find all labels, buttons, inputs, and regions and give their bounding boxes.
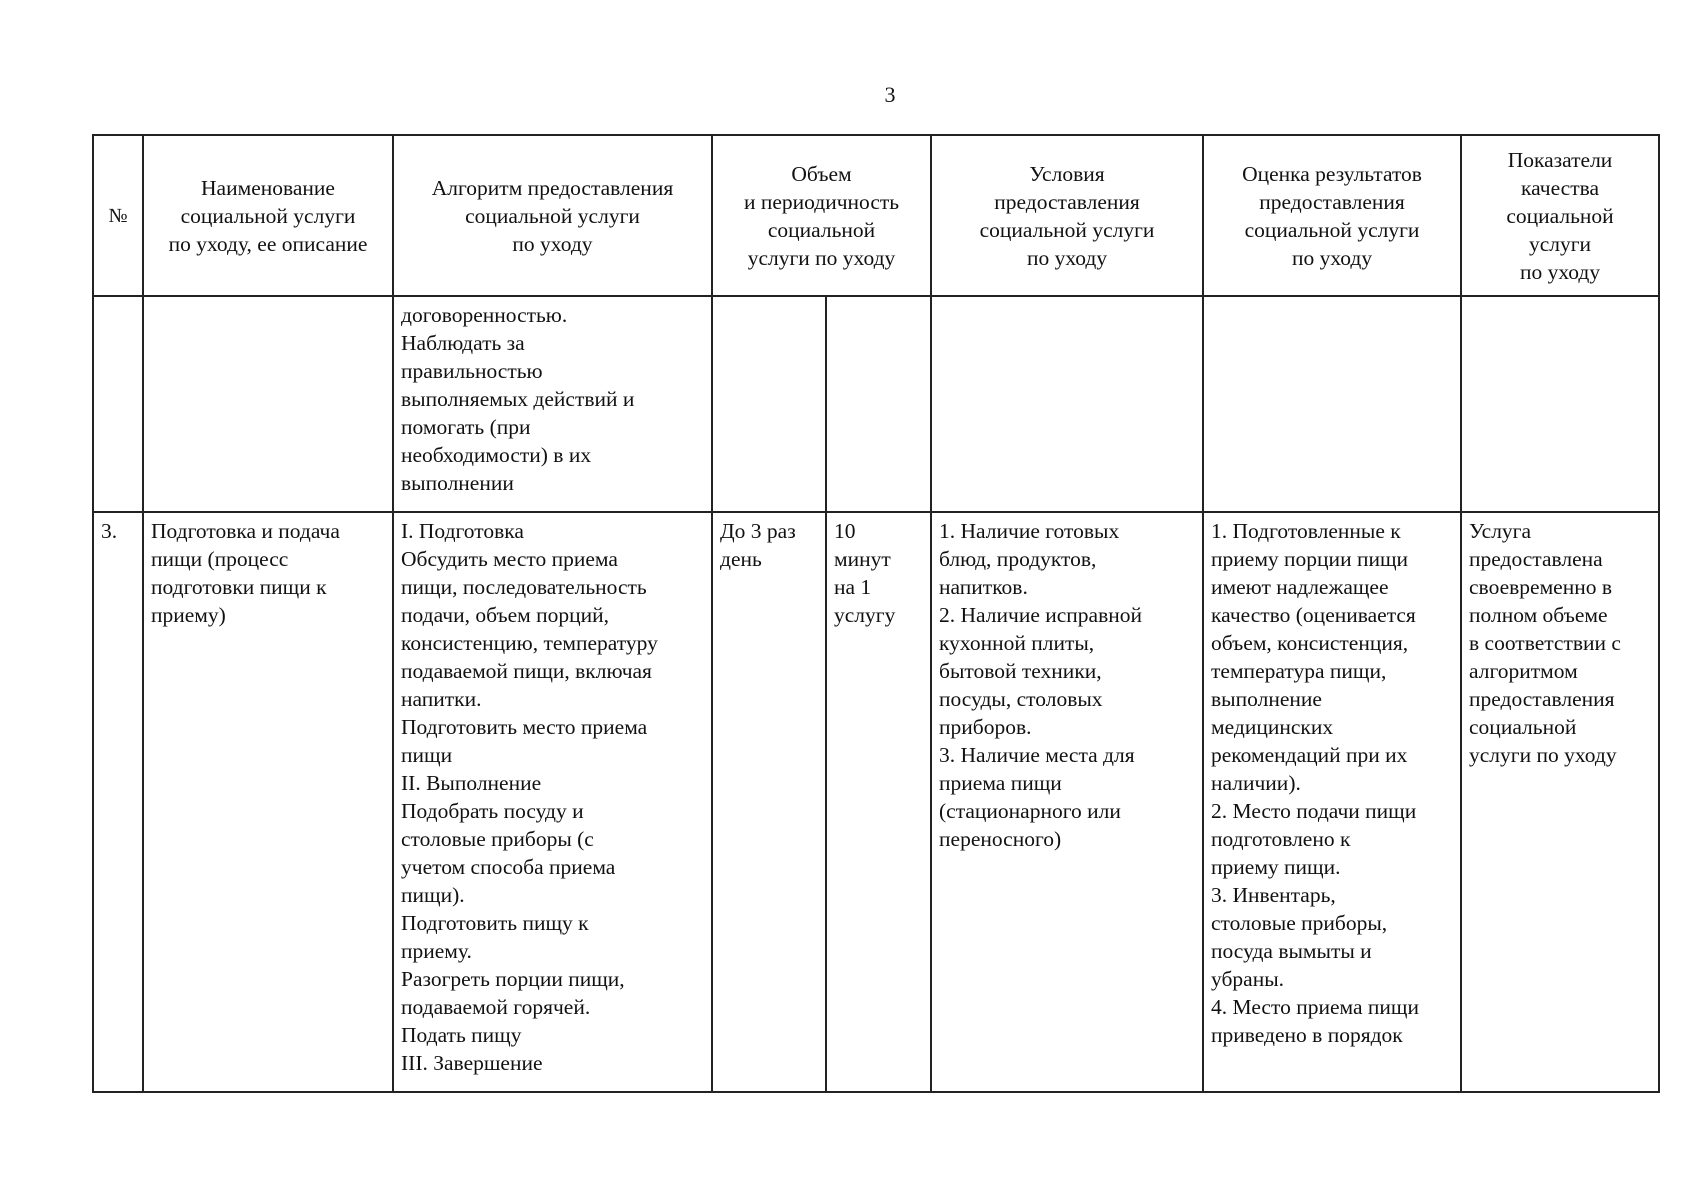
text-line: социальной услуги — [465, 203, 640, 228]
page-number: 3 — [884, 82, 896, 107]
text-line: на 1 — [834, 575, 872, 599]
cell-algorithm — [393, 512, 712, 1092]
text-line: приему порции пищи — [1211, 547, 1409, 571]
text-line: Услуга — [1469, 519, 1532, 543]
text-line: имеют надлежащее — [1211, 575, 1389, 599]
cell-evaluation — [1203, 296, 1461, 512]
services-table — [92, 134, 1660, 1093]
text-line: До 3 раз — [720, 519, 796, 543]
text-line: предоставления — [1259, 189, 1405, 214]
text-line: услугу — [834, 603, 896, 627]
text-line: бытовой техники, — [939, 659, 1102, 683]
text-line: Подготовка и подача — [151, 519, 340, 543]
text-line: минут — [834, 547, 891, 571]
text-line: Подать пищу — [401, 1023, 522, 1047]
cell-period — [826, 512, 931, 1092]
text-line: приема пищи — [939, 771, 1062, 795]
text-line: по уходу — [1291, 245, 1373, 270]
cell-service-name — [143, 512, 393, 1092]
table-row — [93, 512, 1659, 1092]
text-line: переносного) — [939, 827, 1062, 851]
text-line: подачи, объем порций, — [401, 603, 610, 627]
cell-evaluation — [1203, 512, 1461, 1092]
text-line: подготовлено к — [1211, 827, 1351, 851]
text-line: приему. — [401, 939, 472, 963]
text-line: III. Завершение — [401, 1051, 543, 1075]
cell-algorithm — [393, 296, 712, 512]
text-line: Показатели — [1507, 147, 1613, 172]
text-line: подготовки пищи к — [151, 575, 327, 599]
text-line: приборов. — [939, 715, 1032, 739]
text-line: 2. Место подачи пищи — [1211, 799, 1417, 823]
text-line: Наблюдать за — [401, 331, 525, 355]
text-line: в соответствии с — [1469, 631, 1621, 655]
cell-number: 3. — [93, 512, 143, 1092]
text-line: напитки. — [401, 687, 482, 711]
text-line: столовые приборы (с — [401, 827, 594, 851]
header-volume — [712, 135, 931, 296]
header-number: № — [93, 135, 143, 296]
text-line: 3. Инвентарь, — [1211, 883, 1336, 907]
text-line: (стационарного или — [939, 799, 1121, 823]
text-line: услуги по уходу — [747, 245, 896, 270]
text-line: пищи, последовательность — [401, 575, 647, 599]
text-line: социальной услуги — [979, 217, 1155, 242]
table-header-row — [93, 135, 1659, 296]
cell-quality — [1461, 296, 1659, 512]
text-line: Алгоритм предоставления — [431, 175, 674, 200]
text-line: полном объеме — [1469, 603, 1608, 627]
text-line: блюд, продуктов, — [939, 547, 1097, 571]
text-line: посуды, столовых — [939, 687, 1103, 711]
text-line: пищи (процесс — [151, 547, 289, 571]
text-line: посуда вымыты и — [1211, 939, 1372, 963]
cell-conditions — [931, 296, 1203, 512]
text-line: социальной услуги — [1244, 217, 1420, 242]
text-line: I. Подготовка — [401, 519, 524, 543]
text-line: качества — [1520, 175, 1600, 200]
text-line: предоставления — [994, 189, 1140, 214]
text-line: пищи). — [401, 883, 465, 907]
text-line: учетом способа приема — [401, 855, 616, 879]
cell-volume — [712, 512, 826, 1092]
text-line: пищи — [401, 743, 453, 767]
text-line: услуги по уходу — [1469, 743, 1617, 767]
header-quality — [1461, 135, 1659, 296]
cell-period — [826, 296, 931, 512]
text-line: выполняемых действий и — [401, 387, 635, 411]
text-line: консистенцию, температуру — [401, 631, 658, 655]
text-line: убраны. — [1211, 967, 1285, 991]
text-line: качество (оценивается — [1211, 603, 1416, 627]
text-line: 4. Место приема пищи — [1211, 995, 1419, 1019]
cell-volume — [712, 296, 826, 512]
text-line: Подготовить место приема — [401, 715, 648, 739]
text-line: предоставлена — [1469, 547, 1603, 571]
text-line: Подготовить пищу к — [401, 911, 589, 935]
text-line: Наименование — [201, 175, 335, 200]
text-line: кухонной плиты, — [939, 631, 1095, 655]
header-algorithm — [393, 135, 712, 296]
text-line: социальной — [767, 217, 876, 242]
header-conditions — [931, 135, 1203, 296]
text-line: 3. Наличие места для — [939, 743, 1135, 767]
text-line: по уходу, ее описание — [168, 231, 368, 256]
table-row — [93, 296, 1659, 512]
text-line: Объем — [791, 161, 852, 186]
text-line: по уходу — [1026, 245, 1108, 270]
text-line: температура пищи, — [1211, 659, 1387, 683]
text-line: наличии). — [1211, 771, 1301, 795]
text-line: и периодичность — [743, 189, 900, 214]
text-line: II. Выполнение — [401, 771, 542, 795]
text-line: помогать (при — [401, 415, 531, 439]
text-line: день — [720, 547, 762, 571]
text-line: подаваемой пищи, включая — [401, 659, 652, 683]
text-line: 2. Наличие исправной — [939, 603, 1143, 627]
text-line: по уходу — [1519, 259, 1601, 284]
text-line: услуги — [1528, 231, 1592, 256]
text-line: напитков. — [939, 575, 1028, 599]
header-evaluation — [1203, 135, 1461, 296]
text-line: своевременно в — [1469, 575, 1612, 599]
text-line: социальной — [1506, 203, 1614, 228]
text-line: Обсудить место приема — [401, 547, 618, 571]
text-line: предоставления — [1469, 687, 1615, 711]
text-line: выполнение — [1211, 687, 1322, 711]
cell-number — [93, 296, 143, 512]
text-line: объем, консистенция, — [1211, 631, 1409, 655]
text-line: алгоритмом — [1469, 659, 1578, 683]
text-line: социальной услуги — [180, 203, 356, 228]
text-line: социальной — [1469, 715, 1577, 739]
text-line: Условия — [1029, 161, 1105, 186]
text-line: приведено в порядок — [1211, 1023, 1403, 1047]
text-line: Оценка результатов — [1242, 161, 1422, 186]
cell-service-name — [143, 296, 393, 512]
text-line: правильностью — [401, 359, 543, 383]
text-line: рекомендаций при их — [1211, 743, 1408, 767]
text-line: приему) — [151, 603, 226, 627]
text-line: приему пищи. — [1211, 855, 1341, 879]
cell-conditions — [931, 512, 1203, 1092]
text-line: по уходу — [512, 231, 593, 256]
text-line: 1. Наличие готовых — [939, 519, 1120, 543]
text-line: 1. Подготовленные к — [1211, 519, 1401, 543]
text-line: медицинских — [1211, 715, 1334, 739]
text-line: выполнении — [401, 471, 514, 495]
cell-quality — [1461, 512, 1659, 1092]
text-line: 10 — [834, 519, 856, 543]
text-line: Разогреть порции пищи, — [401, 967, 625, 991]
text-line: столовые приборы, — [1211, 911, 1388, 935]
text-line: подаваемой горячей. — [401, 995, 591, 1019]
text-line: необходимости) в их — [401, 443, 592, 467]
text-line: Подобрать посуду и — [401, 799, 584, 823]
header-service-name — [143, 135, 393, 296]
text-line: договоренностью. — [401, 303, 568, 327]
